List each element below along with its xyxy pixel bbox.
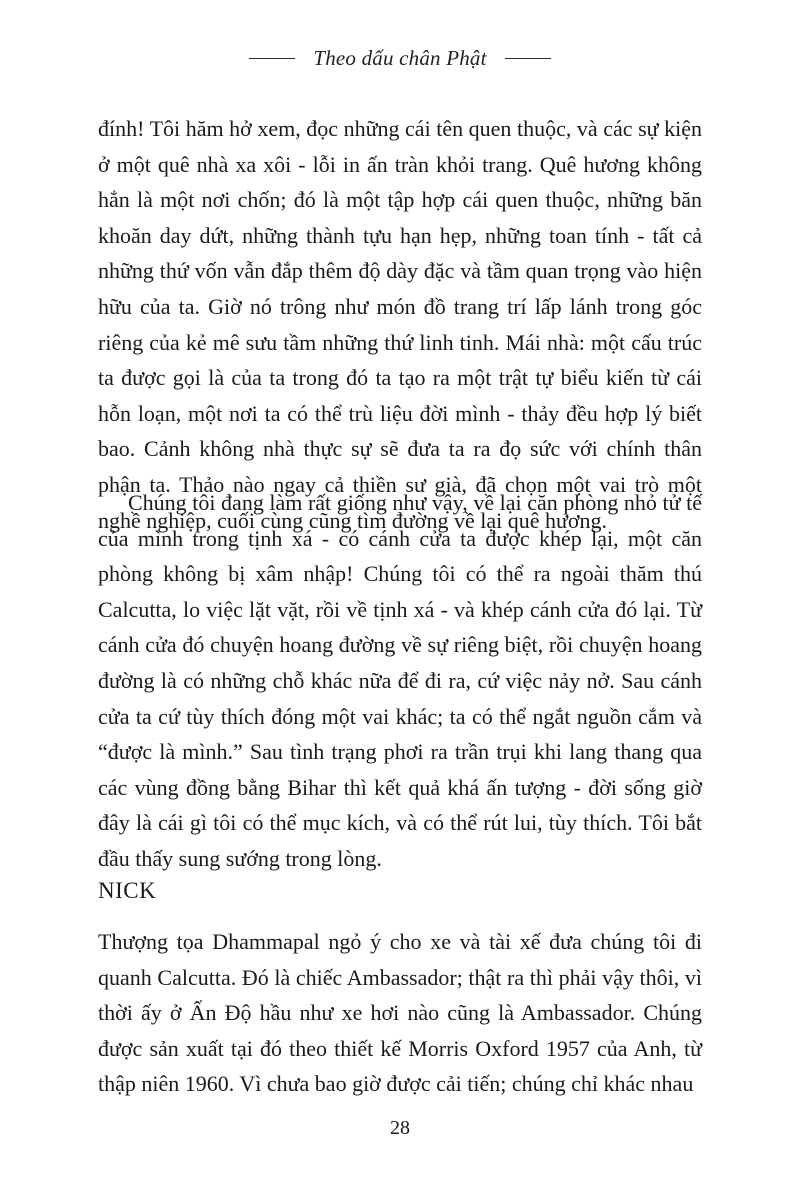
running-header	[0, 46, 800, 71]
body-paragraph-2	[98, 485, 702, 877]
header-rule-left	[249, 58, 295, 59]
body-paragraph-1	[98, 111, 702, 538]
header-rule-right	[505, 58, 551, 59]
paragraph-1-text: đính! Tôi hăm hở xem, đọc những cái tên quen thuộc, và các sự kiện ở một quê nhà xa xôi - lỗi in ấn tràn khỏi trang. Quê hương không hẳn là một nơi chốn; đó là một tập hợp cái quen thuộc, những băn khoăn day dứt, những thành tựu hạn hẹp, những toan tính - tất cả những thứ vốn vẫn đắp thêm độ dày đặc và tầm quan trọng vào hiện hữu của ta. Giờ nó trông như món đồ trang trí lấp lánh trong góc riêng của kẻ mê sưu tầm những thứ linh tinh. Mái nhà: một cấu trúc ta được gọi là của ta trong đó ta tạo ra một trật tự biểu kiến từ cái hỗn loạn, một nơi ta có thể trù liệu đời mình - thảy đều hợp lý biết bao. Cảnh không nhà thực sự sẽ đưa ta ra đọ sức với chính thân phận ta. Thảo nào ngay cả thiền sư già, đã chọn một vai trò một nghề nghiệp, cuối cùng cũng tìm đường về lại quê hương.	[98, 116, 702, 533]
body-paragraph-3	[98, 924, 702, 1102]
paragraph-2-text: Chúng tôi đang làm rất giống như vậy, về lại căn phòng nhỏ tử tế của mình trong tịnh xá - có cánh cửa ta được khép lại, một căn phòng không bị xâm nhập! Chúng tôi có thể ra ngoài thăm thú Calcutta, lo việc lặt vặt, rồi về tịnh xá - và khép cánh cửa đó lại. Từ cánh cửa đó chuyện hoang đường về sự riêng biệt, rồi chuyện hoang đường là có những chỗ khác nữa để đi ra, cứ việc nảy nở. Sau cánh cửa ta cứ tùy thích đóng một vai khác; ta có thể ngắt nguồn cắm và “được là mình.” Sau tình trạng phơi ra trần trụi khi lang thang qua các vùng đồng bằng Bihar thì kết quả khá ấn tượng - đời sống giờ đây là cái gì tôi có thể mục kích, và có thể rút lui, tùy thích. Tôi bắt đầu thấy sung sướng trong lòng.	[98, 490, 702, 871]
running-title: Theo dấu chân Phật	[313, 46, 487, 70]
section-heading: NICK	[98, 878, 157, 903]
paragraph-3-text: Thượng tọa Dhammapal ngỏ ý cho xe và tài xế đưa chúng tôi đi quanh Calcutta. Đó là chiếc Ambassador; thật ra thì phải vậy thôi, vì thời ấy ở Ấn Độ hầu như xe hơi nào cũng là Ambassador. Chúng được sản xuất tại đó theo thiết kế Morris Oxford 1957 của Anh, từ thập niên 1960. Vì chưa bao giờ được cải tiến; chúng chỉ khác nhau	[98, 929, 702, 1097]
page-number: 28	[390, 1117, 410, 1139]
